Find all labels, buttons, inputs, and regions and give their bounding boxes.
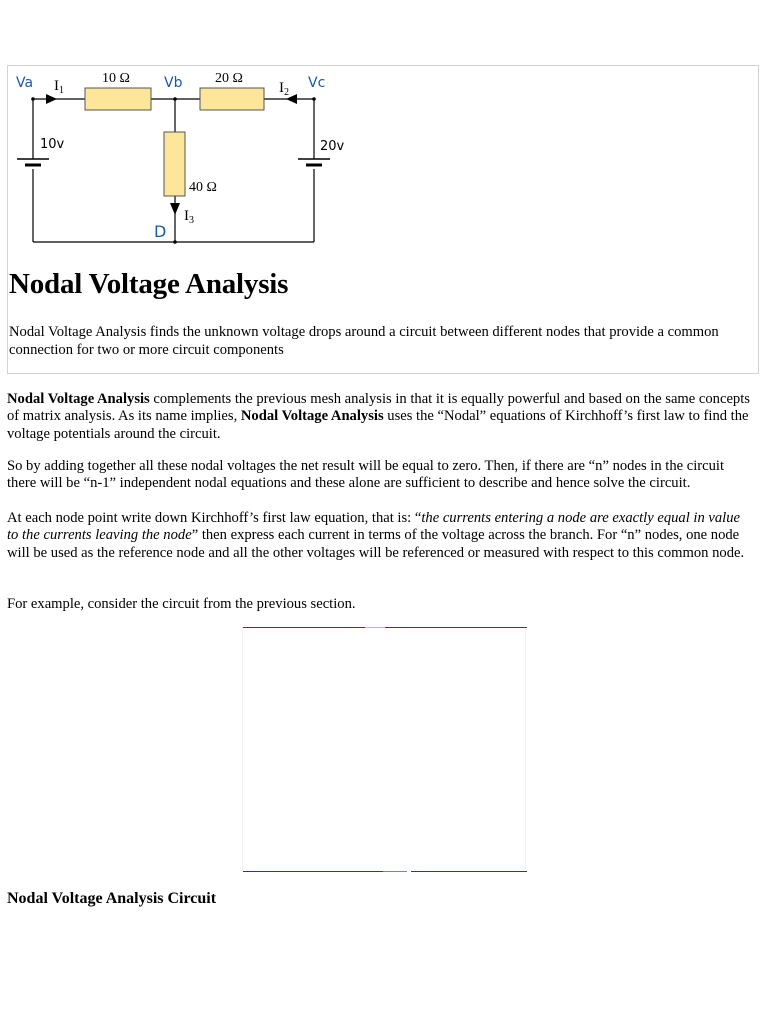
paragraph-1 — [7, 391, 752, 443]
paragraph-1-text-b: uses the “Nodal” equations of Kirchhoff’s first law to find the voltage potentials around the circuit. — [7, 408, 749, 442]
paragraph-3 — [7, 510, 752, 562]
bold-term: Nodal Voltage Analysis — [7, 391, 150, 407]
source-label-10v: 10v — [40, 137, 65, 152]
node-label-d: D — [154, 222, 167, 241]
current-arrow-i3 — [170, 203, 180, 215]
figure-bottom-border — [411, 871, 527, 872]
node-label-va: Va — [16, 75, 34, 91]
paragraph-2: So by adding together all these nodal voltages the net result will be equal to zero. Then, if there are “n” nodes in the circuit there will be “n-1” independent nodal equations and these alone are sufficient to describe and hence solve the circuit. — [7, 458, 725, 492]
resistor-20-ohm — [200, 88, 264, 110]
current-label-i1: $I_1$ — [54, 78, 64, 96]
source-label-20v: 20v — [320, 139, 345, 154]
paragraph-1-text-a: complements the previous mesh analysis in that it is equally powerful and based on the same concepts of matrix analysis. As its name implies, — [7, 391, 750, 425]
resistor-label-20: 20 Ω — [215, 71, 243, 86]
current-arrow-i1 — [46, 94, 57, 104]
current-label-i3: $I_3$ — [184, 208, 194, 226]
battery-left — [17, 159, 49, 165]
resistor-10-ohm — [85, 88, 151, 110]
node-label-vb: Vb — [164, 75, 183, 91]
figure-top-border — [243, 627, 365, 628]
figure-bottom-border — [243, 871, 383, 872]
paragraph-3-text-a: At each node point write down Kirchhoff’s first law equation, that is: “ — [7, 510, 422, 526]
circuit-diagram — [8, 66, 348, 256]
page-title: Nodal Voltage Analysis — [9, 268, 289, 300]
intro-text: Nodal Voltage Analysis finds the unknown voltage drops around a circuit between different nodes that provide a common connection for two or more circuit components — [9, 324, 719, 358]
battery-right — [298, 159, 330, 165]
resistor-label-40: 40 Ω — [189, 180, 217, 195]
figure-top-border — [385, 627, 527, 628]
resistor-label-10: 10 Ω — [102, 71, 130, 86]
paragraph-4: For example, consider the circuit from the previous section. — [7, 596, 356, 612]
figure-caption: Nodal Voltage Analysis Circuit — [7, 890, 217, 907]
current-label-i2: $I_2$ — [279, 80, 289, 98]
italic-quote: the currents entering a node are exactly equal in value to the currents leaving the node — [7, 510, 741, 544]
bold-term: Nodal Voltage Analysis — [240, 408, 384, 425]
embedded-figure-frame — [242, 627, 526, 872]
figure-top-border-accent — [365, 627, 385, 628]
header-card — [7, 65, 759, 374]
resistor-40-ohm — [164, 132, 185, 196]
paragraph-3-text-b: ” then express each current in terms of the voltage across the branch. For “n” nodes, one node will be used as the reference node and all the other voltages will be referenced or measured with respect to this common node. — [7, 527, 745, 561]
node-label-vc: Vc — [308, 75, 326, 91]
figure-bottom-border — [383, 871, 407, 872]
